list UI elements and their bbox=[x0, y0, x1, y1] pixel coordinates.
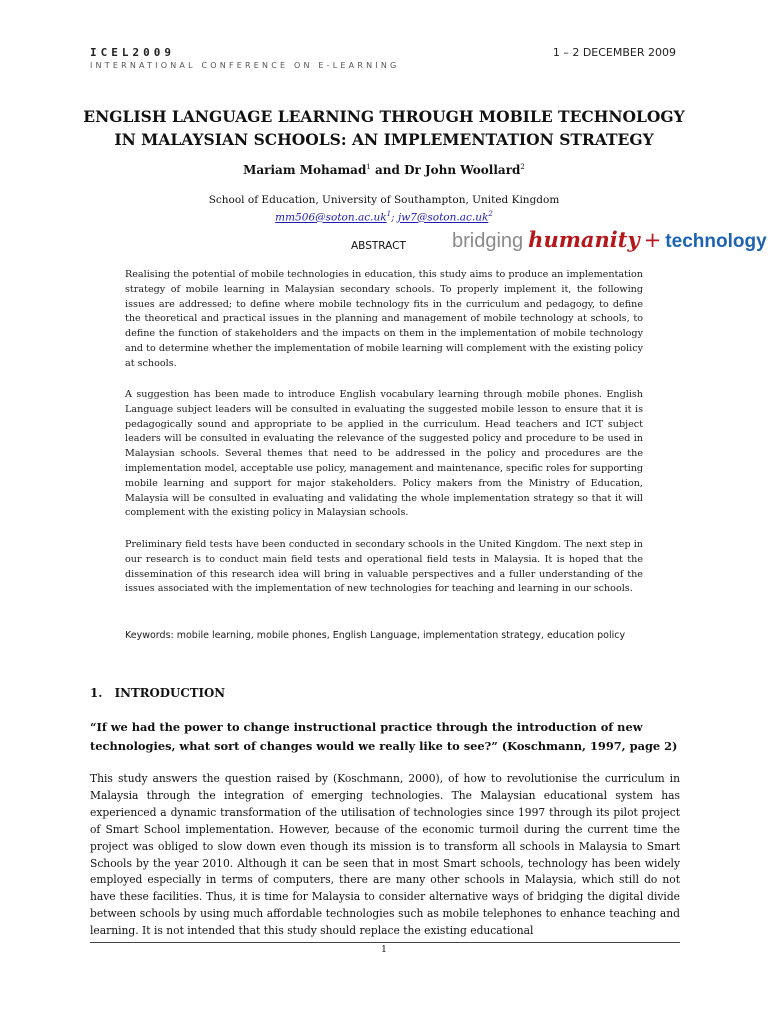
abstract-paragraph-2: A suggestion has been made to introduce English vocabulary learning through mobile phones. English Language subject leaders will be consulted in evaluating the suggested mobile lesson to ensure that it is pedagogically sound and appropriate to be applied in the curriculum. Head teachers and ICT subject leaders will be consulted in evaluating the relevance of the suggested policy and procedure to be used in Malaysian schools. Several themes that need to be addressed in the policy and procedures are the implementation model, acceptable use policy, management and maintenance, specific roles for supporting mobile learning and support for major stakeholders. Policy makers from the Ministry of Education, Malaysia will be consulted in evaluating and validating the whole implementation strategy so that it will complement with the existing policy in Malaysian schools. bbox=[125, 389, 644, 519]
author-1: Mariam Mohamad bbox=[243, 163, 367, 177]
epigraph-quote: “If we had the power to change instructional practice through the introduction of new technologies, what sort of changes would we really like to see?” (Koschmann, 1997, page 2) bbox=[90, 720, 678, 753]
author-1-superscript: 1 bbox=[366, 163, 371, 171]
abstract-heading: ABSTRACT bbox=[351, 240, 406, 252]
email-link-1[interactable]: mm506@soton.ac.uk bbox=[275, 211, 387, 224]
bridging-humanity-technology-logo bbox=[452, 227, 767, 253]
conference-code: ICEL2009 bbox=[90, 46, 175, 59]
conference-name: INTERNATIONAL CONFERENCE ON E-LEARNING bbox=[90, 61, 400, 70]
author-emails bbox=[70, 210, 698, 224]
email-link-2[interactable]: jw7@soton.ac.uk bbox=[397, 211, 489, 224]
email-2-superscript: 2 bbox=[488, 210, 493, 218]
logo-word-bridging: bridging bbox=[452, 230, 524, 252]
author-separator: and bbox=[370, 163, 405, 177]
author-2-superscript: 2 bbox=[520, 163, 525, 171]
conference-dates: 1 – 2 DECEMBER 2009 bbox=[552, 46, 676, 59]
introduction-heading: 1. INTRODUCTION bbox=[90, 686, 226, 700]
logo-word-technology: technology bbox=[665, 231, 767, 252]
title-line-1: ENGLISH LANGUAGE LEARNING THROUGH MOBILE TECHNOLOGY bbox=[83, 107, 685, 126]
author-2: Dr John Woollard bbox=[404, 163, 521, 177]
abstract-paragraph-3: Preliminary field tests have been conducted in secondary schools in the United Kingdom. The next step in our research is to conduct main field tests and operational field tests in Malaysia. It is hoped that the dissemination of this research idea will bring in valuable perspectives and a fuller understanding of the issues associated with the implementation of new technologies for teaching and learning in our schools. bbox=[125, 539, 643, 595]
logo-plus-symbol: + bbox=[643, 228, 662, 252]
keywords: Keywords: mobile learning, mobile phones, English Language, implementation strategy, education policy bbox=[125, 630, 626, 641]
abstract-paragraph-1: Realising the potential of mobile technologies in education, this study aims to produce an implementation strategy of mobile learning in Malaysian secondary schools. To properly implement it, the following issues are addressed; to define where mobile technology fits in the curriculum and pedagogy, to define the theoretical and practical issues in the planning and management of mobile technology at schools, to define the function of stakeholders and the impacts on them in the implementation of mobile technology and to determine whether the implementation of mobile learning will complement with the existing policy at schools. bbox=[125, 269, 643, 369]
introduction-paragraph: This study answers the question raised by (Koschmann, 2000), of how to revolutionise the curriculum in Malaysia through the integration of emerging technologies. The Malaysian educational system has experienced a dynamic transformation of the utilisation of technologies since 1997 through its pilot project of Smart School implementation. However, because of the economic turmoil during the current time the project was obliged to slow down even though its mission is to transform all schools in Malaysia to Smart Schools by the year 2010. Although it can be seen that in most Smart schools, technology has been widely employed especially in terms of computers, there are many other schools in Malaysia, which still do not have these facilities. Thus, it is time for Malaysia to consider alternative ways of bridging the digital divide between schools by using much affordable technologies such as mobile telephones to enhance teaching and learning. It is not intended that this study should replace the existing educational bbox=[90, 772, 680, 938]
title-line-2: IN MALAYSIAN SCHOOLS: AN IMPLEMENTATION STRATEGY bbox=[114, 130, 654, 149]
email-1-superscript: 1 bbox=[386, 210, 392, 218]
email-separator: ; bbox=[391, 211, 398, 224]
affiliation: School of Education, University of Southampton, United Kingdom bbox=[208, 194, 560, 206]
footer-rule bbox=[90, 942, 680, 943]
authors bbox=[70, 163, 698, 177]
logo-word-humanity: humanity bbox=[528, 227, 640, 252]
page-number: 1 bbox=[381, 945, 387, 955]
paper-title bbox=[70, 105, 698, 151]
